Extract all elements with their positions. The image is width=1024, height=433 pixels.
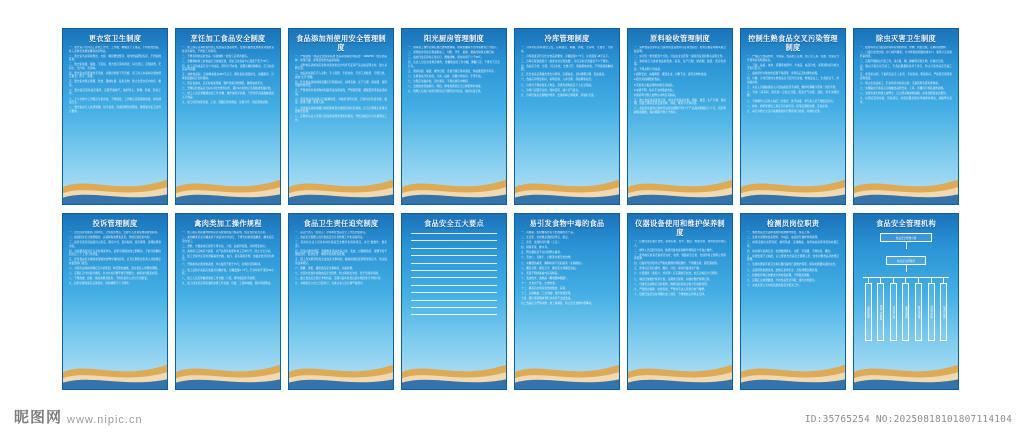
org-leaf-item — [913, 278, 925, 341]
org-chart — [859, 231, 953, 389]
panel-body — [68, 231, 162, 389]
blank-line — [411, 240, 497, 241]
panel-meat-processing[interactable] — [175, 213, 281, 390]
panel-text: 一、更衣室只允许员工存放工作衣、工作服、鞋帽及个人用品，不得存放食品、私人杂物及易燃易爆等危险物品。 二、更衣室内应保持整洁，衣柜、鞋柜摆放整齐，柜内物品摆放有序，不得乱堆乱放。 三、更衣室地面、墙面、天花板、更衣柜应保持清洁，每日清扫，定期消毒，无积尘、无污垢、无异味。 四、更衣室内应配备洗手设施、消毒设施和干手设施，员工进入车间前必须按规定更衣、洗手、消毒。 五、更衣室内禁止吸烟、饮食、随地吐痰、乱扔杂物，禁止在更衣室内休息、睡觉。 六、更衣室应保持良好通风，定期开窗换气，做好防尘、防蝇、防鼠、防虫工作。 七、个人衣物与工作服应分柜存放，不得混放，工作服应定期清洗消毒，保持清洁卫生。 八、更衣室由专人负责管理，每日检查，发现问题及时整改，确保更衣室卫生符合要求。 — [69, 46, 161, 113]
panel-cross-contamination[interactable] — [740, 28, 846, 205]
panel-body — [407, 46, 501, 204]
org-node-top: 食品安全管理小组 — [880, 233, 932, 242]
panel-body — [294, 55, 388, 204]
org-node-middle: 食品安全管理员 — [886, 256, 926, 265]
org-node-leaf: 环境卫生组 — [928, 283, 935, 341]
panel-title: 禽肉类加工操作规程 — [194, 219, 262, 228]
blank-line — [411, 248, 497, 249]
panel-body — [294, 231, 388, 389]
panel-body — [181, 231, 275, 389]
watermark-logo — [14, 406, 143, 427]
org-leaf-item — [925, 278, 937, 341]
panel-text: 一、采购食品及原料应当查验供货者的许可证和食品出厂检验合格证明或其他合格证明。 二、实行统一配送经营方式的，可由企业总部统一查验供货者的相关证明文件。 三、验收时应当查验食品的包装、标签、生产日期、保质期、数量、感官性状等。 四、不得采购下列食品： 1.腐败变质、油脂酸败、霉变生虫、污秽不洁、混有异物的食品； 2.超过保质期限的食品； 3.无检验合格证明的肉类及其制品； 4.来源不明、标识不全的散装食品； 5.国家明令禁止的野生动物及其制品。 五、建立食品进货查验记录，真实记录食品名称、规格、数量、生产日期、保质期、进货日期以及供货者名称、地址、联系方式等内容。 六、食品进货查验记录和凭证保存期限不得少于产品保质期满后六个月，没有明确保质期的，保存期限不得少于两年。 — [634, 46, 726, 114]
org-leaf-item — [938, 278, 950, 341]
panel-body — [746, 55, 840, 204]
panel-text: 一、河豚鱼、织纹螺等含有天然毒素的水产品。 二、生豆浆、未烧熟煮透的四季豆、扁豆。 三、发芽、变绿的马铃薯（土豆）。 四、鲜黄花菜、鲜木耳。 五、野生蘑菇及不认识的野生菌类。 六、苦杏仁、苦桃仁、白果等含氰苷类食物。 七、未腌透的咸菜、腌制时间不足的蔬菜（亚硝酸盐）。 八、霉变甘蔗、霉变玉米、霉变花生等霉变食品。 九、死因不明的畜禽肉及其制品。 十、变质的米、面制品（椰毒假单胞菌）。 十一、生食水产品、生食肉类。 十二、隔夜后未彻底加热的熟食、凉菜。 十三、亚硝酸盐（工业用盐）误作食盐使用。 十四、超过保质期或者贮存条件不当的食品。 以上食品应当严禁采购、加工和销售，防止发生食物中毒事故。 — [521, 231, 594, 306]
panel-body — [520, 46, 614, 204]
blank-line — [411, 314, 497, 315]
panel-title: 原料验收管理制度 — [650, 34, 710, 43]
panel-title: 更衣室卫生制度 — [88, 34, 142, 43]
watermark-brand: 昵图网 — [14, 408, 63, 426]
panel-text: 一、熟悉食品安全法律法规和检测操作规范，持证上岗。 二、负责对采购的食品原料、半成品、成品进行抽样快速检测。 三、按规定做好农药残留、兽药残留、亚硝酸盐、食用油品质等项目的检测工作。 四、如实填写检测记录，检测数据真实、完整、可追溯，不得伪造、篡改。 五、检测发现不合格的，应立即报告食品安全管理人员，封存问题食品并按规定处理。 六、负责检测室环境卫生和仪器设备的日常维护保养，保持检测器具清洁完好。 七、妥善保管检测试剂，按规定条件贮存，及时清理过期试剂。 八、检测废弃物应按要求分类收集处理，不得随意倾倒。 九、定期汇总检测数据，分析食品安全风险，提出改进建议。 十、完成负责人交办的其他食品安全相关工作。 — [747, 231, 839, 287]
panel-title: 食品添加剂使用安全管理制度 — [296, 34, 386, 52]
panel-raw-material-acceptance[interactable] — [627, 28, 733, 205]
panel-title: 仪器设备使用和维护保养制度 — [635, 219, 725, 237]
org-node-leaf: 餐具洗消组 — [915, 283, 922, 341]
panel-body — [746, 231, 840, 389]
panel-refrigeration[interactable] — [514, 28, 620, 205]
panel-title: 烹饪加工食品安全制度 — [190, 34, 266, 43]
org-connector — [906, 242, 907, 249]
panel-food-poisoning-prone[interactable] — [514, 213, 620, 390]
panel-row-2 — [62, 213, 962, 390]
org-connector — [906, 265, 907, 272]
panel-body — [859, 46, 953, 204]
panel-dressing-room-hygiene[interactable] — [62, 28, 168, 205]
panel-title: 阳光厨房管理制度 — [424, 34, 484, 43]
panel-cooking-food-safety[interactable] — [175, 28, 281, 205]
panel-complaint-handling[interactable] — [62, 213, 168, 390]
panel-equipment-maintenance[interactable] — [627, 213, 733, 390]
org-node-leaf: 检测化验组 — [940, 283, 947, 341]
panel-body — [520, 231, 614, 389]
panel-title: 除虫灭害卫生制度 — [876, 34, 936, 43]
panel-grid — [62, 28, 962, 390]
panel-text: 一、厨房加工操作区域应通过透明玻璃墙、视频直播等方式向消费者公开展示。 二、视频监控设备应覆盖粗加工、切配、烹饪、备餐、餐具洗消等关键区域。 三、监控设备应保持正常运行，图像清晰，保存时间不少于30天。 四、从业人员应自觉规范操作，穿戴整洁的工作衣帽，佩戴口罩，不得有不卫生行为。 五、厨房地面、墙面、操作台面、设备设施应保持清洁，物品摆放整齐有序。 六、生熟食品分区存放，刀具、砧板、容器分类标识，专用专放。 七、垃圾应加盖存放，及时清运，不得在厨房内堆积。 八、发现监控设备损坏、遮挡、断电等情况应当立即报修并恢复。 九、管理人员每日对阳光厨房运行情况进行检查，做好检查记录。 — [408, 46, 500, 94]
panel-pest-control[interactable] — [853, 28, 959, 205]
panel-five-key-points[interactable] — [401, 213, 507, 390]
org-leaf-row — [859, 278, 953, 341]
panel-body — [68, 46, 162, 204]
panel-title: 食品安全五大要点 — [424, 219, 484, 228]
panel-title: 易引发食物中毒的食品 — [529, 219, 605, 228]
decorative-wave — [401, 345, 507, 390]
panel-title: 冷库管理制度 — [544, 34, 590, 43]
panel-title: 食品安全管理机构 — [876, 219, 936, 228]
org-leaf-item — [900, 278, 912, 341]
panel-title: 投诉管理制度 — [92, 219, 138, 228]
panel-body — [633, 240, 727, 389]
blank-line — [411, 292, 497, 293]
org-leaf-item — [862, 278, 874, 341]
panel-kitchen-lighting[interactable] — [401, 28, 507, 205]
panel-text: 一、设立投诉受理部门和岗位，公布投诉电话，安排专人负责受理消费者投诉。 二、接到投诉应当热情接待，认真听取消费者意见，详细记录投诉内容。 三、投诉记录应包括投诉人姓名、联系方式、投诉时间、投诉事项、处理结果等内容。 四、对消费者投诉应当及时调查核实，能够当场解决的立即解决，不能当场解决的应在三个工作日内答复。 五、涉及食品安全事故或者疑似食物中毒的投诉，应当立即报告负责人并按规定向监管部门报告。 六、对投诉反映的问题应当分析原因，制定整改措施，落实责任人和整改期限。 七、定期汇总分析投诉情况，针对共性问题开展专项整治，持续改进服务质量。 八、不得推诿、拒绝、拖延消费者投诉，不得对投诉人进行打击报复。 九、投诉处理档案应妥善保存，保存期限不少于两年。 — [69, 231, 161, 286]
panel-title: 食品卫生责任追究制度 — [303, 219, 379, 228]
panel-body — [181, 46, 275, 204]
panel-text: 一、法定代表人（负责人）对本单位食品安全工作负全面责任。 二、食品安全管理人员对食品安全日常管理工作负直接责任。 三、各岗位从业人员对本岗位食品安全操作负具体责任，实行"谁操作、谁负责"。 四、因违反操作规程、管理制度造成食品污染、变质、过期销售的，视情节给予通报批评、经济处罚、调离岗位或辞退处理。 五、因工作失职导致发生食品安全事故的，除承担相应经济赔偿责任外，依法追究法律责任。 六、隐瞒、谎报、缓报食品安全事故的，从重处理。 七、对及时发现并消除食品安全隐患、防止事故发生的，给予表扬和奖励。 八、建立食品安全责任考核档案，定期对各岗位责任落实情况进行考核评价。 九、本制度自公布之日起执行，全体从业人员必须严格遵守。 — [295, 231, 387, 286]
panel-text: 一、经营场所应当配备并保持有效的防鼠、防蝇、防虫设施，定期检查维修。 二、门窗应加设纱窗、纱门或风幕机，与外界直接相通的排水口、通风口应加装防鼠网罩。 三、定期开展除虫灭害工作，杀灭鼠、蝇、蟑螂等有害生物，并做好记录。 四、除虫灭害应在无加工、无食品暴露的条件下进行，防止污染食品及设备工具。 五、使用杀虫剂、灭鼠药应由专人负责，专柜存放，明显标识，严格登记领用和使用数量。 六、禁止在食品加工、贮存场所存放杀虫剂、灭鼠药等有毒有害物质。 七、实施除虫灭害后应对接触食品的设备、工具、容器进行彻底清洗消毒。 八、发现有害生物侵入或孳生，应立即采取措施消除，并查找原因加以整改。 九、垃圾应密闭存放，及时清运，垃圾容器及周边环境保持清洁，消除孳生条件。 — [860, 46, 952, 104]
blank-line — [411, 263, 497, 264]
panel-inspector-duties[interactable] — [740, 213, 846, 390]
blank-line — [411, 307, 497, 308]
panel-text: 一、仪器设备应建立台账，标明名称、型号、数量、购置日期、使用状态和责任人。 二、操作人员应经过培训，熟悉设备性能和操作规程后方可独立操作。 三、使用前应检查设备是否完好，电源、管路是否正常，发现异常立即停止使用并报修。 四、设备使用过程中应严格按照操作规程操作，不得超负荷、超范围使用。 五、使用后应及时清洗、擦拭、归位，保持设备清洁干燥。 六、计量器具（温度计、秤具等）应定期检定校准，检定合格后方可使用。 七、制定设备维护保养计划，定期进行保养，并做好维护保养记录。 八、设备发生故障应及时报修，维修后经检查合格方可重新使用。 九、严禁擅自拆卸、改装设备，严禁非专业人员进行电气维修。 十、报废设备应及时清理出加工场所，不得堆放占用作业空间。 — [634, 240, 726, 296]
blank-lines-area — [407, 231, 501, 322]
panel-org-chart[interactable] — [853, 213, 959, 390]
panel-title: 控制生熟食品交叉污染管理制度 — [748, 34, 838, 52]
panel-text: 一、严格区分食品原料、半成品、成品加工区域，加工用工具、容器、设备应分开使用并有明显标识。 二、刀具、砧板、抹布、容器等按原料、半成品、成品分类，采用颜色标识或文字标识区分。 三、盛放原料与熟食的容器不得混用，使用后应及时清洗消毒。 四、冷藏、冷冻设备内生熟食品应分层分区存放，熟食品在上，生食品在下，并加盖存放。 五、从业人员接触直接入口食品前应洗手消毒，操作时佩戴口罩和一次性手套。 六、专间（凉菜间、裱花间）应独立设置，配备空气消毒、温控、洗手消毒设施。 七、专间操作人员进入前应二次更衣、洗手消毒，非专间人员不得随意进出。 八、抹布、拖把等清洁工具应分区域专用，使用后清洗消毒、定位存放。 九、每日对防止交叉污染措施的执行情况进行检查，并做好记录。 — [747, 55, 839, 113]
panel-body — [633, 46, 727, 204]
blank-line — [411, 285, 497, 286]
org-node-leaf: 烹饪加工组 — [890, 283, 897, 341]
panel-row-1 — [62, 28, 962, 205]
org-node-leaf: 备餐供餐组 — [902, 283, 909, 341]
panel-text: 一、冷库内应保持清洁卫生，定期清扫、除霜、消毒，无异味、无血水、无积冰。 二、冷库温度应符合贮存食品的要求，冷藏温度0～5℃，冷冻温度-18℃以下。 三、冷库应配备温度计（温度自动记录装置），每日定时记录温度不少于两次。 四、食品应分类、分架、分区存放，生熟分开，离墙离地存放，不得直接接触地面。 五、贮存食品应遵循先进先出原则，定期检查，及时清理过期、变质食品。 六、食品应有明显标识，标明名称、入库日期、保质期等信息。 七、冷库内不得存放私人物品、有毒有害物品及个人生活用品。 八、冷库门应随手关闭，保持密闭，减少冷气流失。 九、冷库设备应定期维护保养，发现故障立即报修，并做好记录。 — [521, 46, 613, 97]
watermark-id: ID:35765254 NO:20250818101807114104 — [804, 414, 1012, 425]
panel-food-hygiene-responsibility[interactable] — [288, 213, 394, 390]
panel-title: 检测员岗位职责 — [766, 219, 820, 228]
blank-line — [411, 255, 497, 256]
panel-text: 一、加工前应检查禽肉原料是否有检验检疫合格证明，感官性状是否正常。 二、禽肉解冻应在冷藏条件下或流动水中进行，不得长时间常温解冻，解冻后应及时加工。 三、清洗、分割禽肉应使用专用水池、刀具、砧板和容器，并有明显标识。 四、禽肉加工区域应与蔬菜、水产品等其他原料加工区域分开，防止交叉污染。 五、加工过程中应及时清除禽类内脏、血污、羽毛等废弃物，加盖存放并及时清运。 六、烹制禽肉必须烧熟煮透，中心温度不低于70℃，并保持足够时间。 七、加工后的半成品应加盖并冷藏存放，冷藏温度0～5℃，贮存时间不超过24小时。 八、加工人员应穿戴清洁的工作衣帽、口罩，操作前后洗手消毒。 九、加工结束后应彻底清洗消毒工作台面、设备、工具和地面，保持环境整洁。 — [182, 231, 274, 286]
panel-food-additives[interactable] — [288, 28, 394, 205]
watermark-url: www.nipic.cn — [67, 414, 143, 426]
panel-text: 一、加工前应认真检查待加工的食品及食品原料，发现有腐败变质或者其他感官性状异常的，不得加工和使用。 二、不得将回收后的食品（包括辅料）经加工后再次销售。 三、需要熟制加工的食品应当烧熟煮透，其加工时食品中心温度不低于70℃。 四、加工后的成品应当与半成品、原料分开存放，需要冷藏的熟制品，应当在放凉后再冷藏。 五、油炸食品时，应控制油温在200℃以下，避免食品表面炭化，油脂酸价、过氧化值超标应及时更换。 六、蒸煮食品时，应定时检查蒸箱、锅炉设备运转情况，确保加热充分。 七、烹调后的食品应当在2小时内食用完毕，超过2小时的应当高温或低温存放。 八、加工人员应穿戴清洁的工作衣帽，操作前洗手消毒，不得用手直接接触直接入口食品。 九、加工场所内的设备、工具、容器应保持清洁，生熟分开，用后清洗消毒。 — [182, 46, 274, 104]
org-node-leaf: 采购验收组 — [865, 283, 872, 341]
org-leaf-item — [887, 278, 899, 341]
panel-text: 一、严格按照《食品安全国家标准 食品添加剂使用标准》（GB2760）规定的品种、使用范围、使用量使用食品添加剂。 二、采购食品添加剂应索取并留存供货方的许可证和产品合格证明文件，建立采购记录。 三、食品添加剂应专人采购、专人保管、专柜存放、专用工具称量、专册记录，做到"五专"管理。 四、贮存食品添加剂的容器应有明显标识，标明名称、生产日期、保质期、使用范围和使用量。 五、严禁使用非食用物质和滥用食品添加剂，严禁超范围、超限量使用食品添加剂。 六、使用食品添加剂应当准确称量，并做好使用记录，记录内容包括名称、数量、使用日期、使用人等。 七、发现食品添加剂超过保质期或者出现感官性状异常的，应当立即停止使用并按规定处理。 八、定期对从业人员进行食品添加剂使用知识培训，考核合格后方可从事相关工作。 — [295, 55, 387, 122]
blank-line — [411, 277, 497, 278]
blank-line — [411, 233, 497, 234]
blank-line — [411, 300, 497, 301]
org-leaf-item — [875, 278, 887, 341]
blank-line — [411, 270, 497, 271]
org-node-leaf: 粗加工切配组 — [877, 283, 884, 341]
